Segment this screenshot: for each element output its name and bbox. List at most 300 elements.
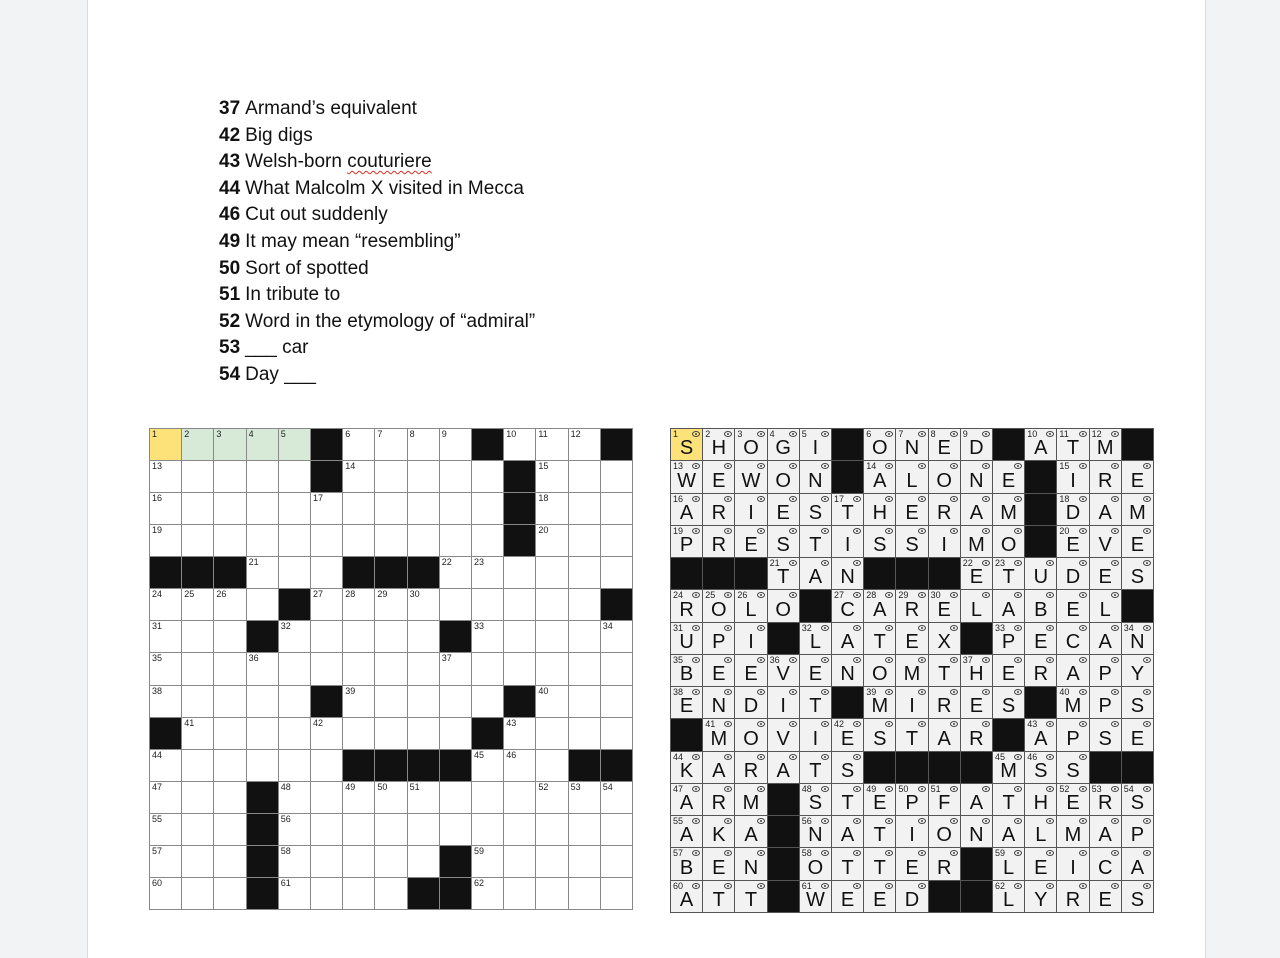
eye-icon[interactable] [1079,818,1087,824]
grid-cell[interactable] [703,687,735,719]
grid-cell[interactable] [343,878,375,910]
eye-icon[interactable] [724,463,732,469]
grid-cell[interactable] [504,653,536,685]
grid-cell[interactable] [375,782,407,814]
grid-cell[interactable] [214,718,246,750]
eye-icon[interactable] [789,592,797,598]
eye-icon[interactable] [1014,689,1022,695]
eye-icon[interactable] [1014,625,1022,631]
grid-cell[interactable] [735,429,767,461]
eye-icon[interactable] [821,496,829,502]
grid-cell[interactable] [896,687,928,719]
grid-cell[interactable] [504,750,536,782]
grid-cell[interactable] [864,848,896,880]
grid-cell[interactable] [375,718,407,750]
grid-cell[interactable] [864,881,896,913]
eye-icon[interactable] [724,657,732,663]
eye-icon[interactable] [1143,850,1151,856]
grid-cell[interactable] [182,718,214,750]
grid-cell[interactable] [1025,881,1057,913]
eye-icon[interactable] [789,754,797,760]
eye-icon[interactable] [1079,625,1087,631]
grid-cell[interactable] [150,814,182,846]
grid-cell[interactable] [1090,623,1122,655]
grid-cell[interactable] [536,493,568,525]
eye-icon[interactable] [724,625,732,631]
grid-cell[interactable] [536,429,568,461]
eye-icon[interactable] [885,657,893,663]
grid-cell[interactable] [896,429,928,461]
grid-cell[interactable] [1057,623,1089,655]
grid-cell[interactable] [1025,655,1057,687]
grid-cell[interactable] [768,752,800,784]
grid-cell[interactable] [961,494,993,526]
grid-cell[interactable] [735,848,767,880]
eye-icon[interactable] [724,818,732,824]
eye-icon[interactable] [1046,625,1054,631]
grid-cell[interactable] [440,653,472,685]
grid-cell[interactable] [800,784,832,816]
grid-cell[interactable] [1090,558,1122,590]
grid-cell[interactable] [961,719,993,751]
grid-cell[interactable] [375,493,407,525]
grid-cell[interactable] [993,558,1025,590]
eye-icon[interactable] [821,754,829,760]
grid-cell[interactable] [929,848,961,880]
grid-cell[interactable] [408,653,440,685]
eye-icon[interactable] [853,560,861,566]
grid-cell[interactable] [864,655,896,687]
grid-cell[interactable] [1057,526,1089,558]
eye-icon[interactable] [1143,657,1151,663]
grid-cell[interactable] [1122,461,1154,493]
eye-icon[interactable] [918,786,926,792]
grid-cell[interactable] [671,655,703,687]
grid-cell[interactable] [408,589,440,621]
grid-cell[interactable] [671,687,703,719]
grid-cell[interactable] [214,750,246,782]
grid-cell[interactable] [768,461,800,493]
eye-icon[interactable] [1014,786,1022,792]
eye-icon[interactable] [1079,463,1087,469]
grid-cell[interactable] [929,494,961,526]
grid-cell[interactable] [864,687,896,719]
eye-icon[interactable] [950,818,958,824]
grid-cell[interactable] [832,590,864,622]
grid-cell[interactable] [247,429,279,461]
eye-icon[interactable] [1143,528,1151,534]
grid-cell[interactable] [832,881,864,913]
grid-cell[interactable] [247,718,279,750]
grid-cell[interactable] [569,525,601,557]
eye-icon[interactable] [853,721,861,727]
grid-cell[interactable] [569,461,601,493]
grid-cell[interactable] [279,493,311,525]
eye-icon[interactable] [1014,818,1022,824]
grid-cell[interactable] [993,881,1025,913]
grid-cell[interactable] [929,719,961,751]
grid-cell[interactable] [703,816,735,848]
grid-cell[interactable] [1090,784,1122,816]
eye-icon[interactable] [918,592,926,598]
grid-cell[interactable] [214,621,246,653]
eye-icon[interactable] [821,528,829,534]
grid-cell[interactable] [504,621,536,653]
eye-icon[interactable] [918,431,926,437]
grid-cell[interactable] [864,494,896,526]
eye-icon[interactable] [853,818,861,824]
grid-cell[interactable] [1057,816,1089,848]
grid-cell[interactable] [375,589,407,621]
grid-cell[interactable] [214,461,246,493]
eye-icon[interactable] [821,883,829,889]
eye-icon[interactable] [757,818,765,824]
grid-cell[interactable] [536,525,568,557]
grid-cell[interactable] [671,752,703,784]
eye-icon[interactable] [950,850,958,856]
eye-icon[interactable] [853,754,861,760]
grid-cell[interactable] [375,878,407,910]
grid-cell[interactable] [768,526,800,558]
grid-cell[interactable] [150,525,182,557]
grid-cell[interactable] [472,493,504,525]
eye-icon[interactable] [821,657,829,663]
grid-cell[interactable] [375,461,407,493]
eye-icon[interactable] [1111,721,1119,727]
grid-cell[interactable] [961,784,993,816]
grid-cell[interactable] [1122,687,1154,719]
grid-cell[interactable] [1025,784,1057,816]
grid-cell[interactable] [504,718,536,750]
eye-icon[interactable] [757,786,765,792]
grid-cell[interactable] [408,686,440,718]
eye-icon[interactable] [692,883,700,889]
eye-icon[interactable] [692,625,700,631]
grid-cell[interactable] [735,816,767,848]
grid-cell[interactable] [1090,816,1122,848]
grid-cell[interactable] [601,718,633,750]
grid-cell[interactable] [343,461,375,493]
grid-cell[interactable] [279,557,311,589]
eye-icon[interactable] [1079,721,1087,727]
grid-cell[interactable] [703,784,735,816]
grid-cell[interactable] [601,814,633,846]
eye-icon[interactable] [1143,818,1151,824]
grid-cell[interactable] [601,621,633,653]
eye-icon[interactable] [982,657,990,663]
grid-cell[interactable] [150,461,182,493]
grid-cell[interactable] [1057,687,1089,719]
eye-icon[interactable] [982,818,990,824]
grid-cell[interactable] [472,653,504,685]
eye-icon[interactable] [918,528,926,534]
eye-icon[interactable] [757,463,765,469]
grid-cell[interactable] [929,655,961,687]
grid-cell[interactable] [735,687,767,719]
eye-icon[interactable] [918,689,926,695]
grid-cell[interactable] [1122,558,1154,590]
grid-cell[interactable] [375,621,407,653]
eye-icon[interactable] [982,689,990,695]
eye-icon[interactable] [918,463,926,469]
grid-cell[interactable] [768,558,800,590]
grid-cell[interactable] [440,525,472,557]
grid-cell[interactable] [1090,655,1122,687]
grid-cell[interactable] [569,782,601,814]
eye-icon[interactable] [885,528,893,534]
grid-cell[interactable] [1025,719,1057,751]
eye-icon[interactable] [1111,463,1119,469]
eye-icon[interactable] [1046,592,1054,598]
eye-icon[interactable] [950,431,958,437]
grid-cell[interactable] [472,814,504,846]
eye-icon[interactable] [821,850,829,856]
grid-cell[interactable] [601,557,633,589]
grid-cell[interactable] [472,846,504,878]
eye-icon[interactable] [692,689,700,695]
grid-cell[interactable] [472,750,504,782]
grid-cell[interactable] [768,590,800,622]
grid-cell[interactable] [408,621,440,653]
grid-cell[interactable] [961,526,993,558]
grid-cell[interactable] [569,718,601,750]
grid-cell[interactable] [601,878,633,910]
grid-cell[interactable] [1090,590,1122,622]
eye-icon[interactable] [1111,657,1119,663]
grid-cell[interactable] [440,686,472,718]
grid-cell[interactable] [768,719,800,751]
grid-cell[interactable] [601,461,633,493]
eye-icon[interactable] [1111,560,1119,566]
grid-cell[interactable] [671,848,703,880]
eye-icon[interactable] [692,496,700,502]
eye-icon[interactable] [1079,786,1087,792]
eye-icon[interactable] [853,592,861,598]
grid-cell[interactable] [800,719,832,751]
grid-cell[interactable] [150,589,182,621]
eye-icon[interactable] [1111,592,1119,598]
grid-cell[interactable] [703,881,735,913]
eye-icon[interactable] [1014,754,1022,760]
grid-cell[interactable] [247,461,279,493]
grid-cell[interactable] [896,816,928,848]
grid-cell[interactable] [504,846,536,878]
grid-cell[interactable] [440,557,472,589]
grid-cell[interactable] [703,719,735,751]
grid-cell[interactable] [832,816,864,848]
grid-cell[interactable] [735,784,767,816]
eye-icon[interactable] [885,786,893,792]
eye-icon[interactable] [821,431,829,437]
grid-cell[interactable] [504,782,536,814]
grid-cell[interactable] [504,557,536,589]
eye-icon[interactable] [1111,528,1119,534]
grid-cell[interactable] [150,429,182,461]
grid-cell[interactable] [735,752,767,784]
eye-icon[interactable] [757,689,765,695]
grid-cell[interactable] [247,686,279,718]
eye-icon[interactable] [1111,689,1119,695]
eye-icon[interactable] [692,463,700,469]
eye-icon[interactable] [757,625,765,631]
grid-cell[interactable] [864,590,896,622]
eye-icon[interactable] [1111,850,1119,856]
grid-cell[interactable] [536,846,568,878]
eye-icon[interactable] [1014,883,1022,889]
eye-icon[interactable] [918,818,926,824]
grid-cell[interactable] [182,493,214,525]
grid-cell[interactable] [375,846,407,878]
grid-cell[interactable] [896,590,928,622]
grid-cell[interactable] [800,881,832,913]
grid-cell[interactable] [1057,719,1089,751]
grid-cell[interactable] [504,429,536,461]
grid-cell[interactable] [214,429,246,461]
grid-cell[interactable] [671,590,703,622]
grid-cell[interactable] [279,525,311,557]
eye-icon[interactable] [724,754,732,760]
grid-cell[interactable] [993,848,1025,880]
grid-cell[interactable] [1090,687,1122,719]
grid-cell[interactable] [832,558,864,590]
eye-icon[interactable] [1046,883,1054,889]
eye-icon[interactable] [692,850,700,856]
eye-icon[interactable] [1046,786,1054,792]
eye-icon[interactable] [1079,689,1087,695]
eye-icon[interactable] [1014,560,1022,566]
grid-cell[interactable] [896,881,928,913]
grid-cell[interactable] [1057,784,1089,816]
eye-icon[interactable] [853,496,861,502]
grid-cell[interactable] [1122,848,1154,880]
eye-icon[interactable] [918,625,926,631]
eye-icon[interactable] [918,496,926,502]
grid-cell[interactable] [569,686,601,718]
grid-cell[interactable] [993,687,1025,719]
grid-cell[interactable] [1122,526,1154,558]
grid-cell[interactable] [472,878,504,910]
grid-cell[interactable] [800,816,832,848]
grid-cell[interactable] [832,623,864,655]
grid-cell[interactable] [214,878,246,910]
grid-cell[interactable] [343,846,375,878]
grid-cell[interactable] [800,752,832,784]
grid-cell[interactable] [601,653,633,685]
grid-cell[interactable] [440,461,472,493]
grid-cell[interactable] [993,494,1025,526]
grid-cell[interactable] [343,718,375,750]
eye-icon[interactable] [1111,625,1119,631]
grid-cell[interactable] [703,590,735,622]
grid-cell[interactable] [311,525,343,557]
eye-icon[interactable] [885,463,893,469]
grid-cell[interactable] [800,655,832,687]
grid-cell[interactable] [832,719,864,751]
grid-cell[interactable] [961,687,993,719]
grid-cell[interactable] [536,589,568,621]
eye-icon[interactable] [1111,786,1119,792]
grid-cell[interactable] [1122,816,1154,848]
grid-cell[interactable] [993,623,1025,655]
eye-icon[interactable] [789,689,797,695]
grid-cell[interactable] [896,784,928,816]
grid-cell[interactable] [311,653,343,685]
grid-cell[interactable] [1122,494,1154,526]
grid-cell[interactable] [375,686,407,718]
grid-cell[interactable] [536,461,568,493]
eye-icon[interactable] [724,528,732,534]
grid-cell[interactable] [896,461,928,493]
eye-icon[interactable] [757,528,765,534]
grid-cell[interactable] [929,526,961,558]
eye-icon[interactable] [1046,818,1054,824]
grid-cell[interactable] [182,782,214,814]
eye-icon[interactable] [757,754,765,760]
eye-icon[interactable] [918,850,926,856]
grid-cell[interactable] [279,429,311,461]
grid-cell[interactable] [929,461,961,493]
eye-icon[interactable] [1079,754,1087,760]
eye-icon[interactable] [853,850,861,856]
eye-icon[interactable] [1079,496,1087,502]
eye-icon[interactable] [757,883,765,889]
eye-icon[interactable] [853,657,861,663]
grid-cell[interactable] [375,653,407,685]
eye-icon[interactable] [1046,657,1054,663]
grid-cell[interactable] [1090,461,1122,493]
eye-icon[interactable] [1014,496,1022,502]
grid-cell[interactable] [440,429,472,461]
grid-cell[interactable] [1057,881,1089,913]
grid-cell[interactable] [214,686,246,718]
grid-cell[interactable] [993,655,1025,687]
grid-cell[interactable] [1122,655,1154,687]
grid-cell[interactable] [311,878,343,910]
eye-icon[interactable] [885,689,893,695]
grid-cell[interactable] [536,718,568,750]
grid-cell[interactable] [735,655,767,687]
grid-cell[interactable] [343,814,375,846]
eye-icon[interactable] [757,850,765,856]
eye-icon[interactable] [789,721,797,727]
grid-cell[interactable] [150,878,182,910]
eye-icon[interactable] [885,818,893,824]
eye-icon[interactable] [1046,721,1054,727]
grid-cell[interactable] [601,846,633,878]
eye-icon[interactable] [757,592,765,598]
eye-icon[interactable] [1143,721,1151,727]
grid-cell[interactable] [214,782,246,814]
grid-cell[interactable] [279,621,311,653]
grid-cell[interactable] [864,623,896,655]
grid-cell[interactable] [864,461,896,493]
eye-icon[interactable] [1111,431,1119,437]
grid-cell[interactable] [961,429,993,461]
grid-cell[interactable] [1057,461,1089,493]
grid-cell[interactable] [504,878,536,910]
eye-icon[interactable] [1079,850,1087,856]
grid-cell[interactable] [735,494,767,526]
grid-cell[interactable] [247,525,279,557]
grid-cell[interactable] [864,719,896,751]
eye-icon[interactable] [821,786,829,792]
grid-cell[interactable] [601,493,633,525]
eye-icon[interactable] [982,463,990,469]
grid-cell[interactable] [896,494,928,526]
eye-icon[interactable] [950,625,958,631]
grid-cell[interactable] [735,590,767,622]
grid-cell[interactable] [961,461,993,493]
